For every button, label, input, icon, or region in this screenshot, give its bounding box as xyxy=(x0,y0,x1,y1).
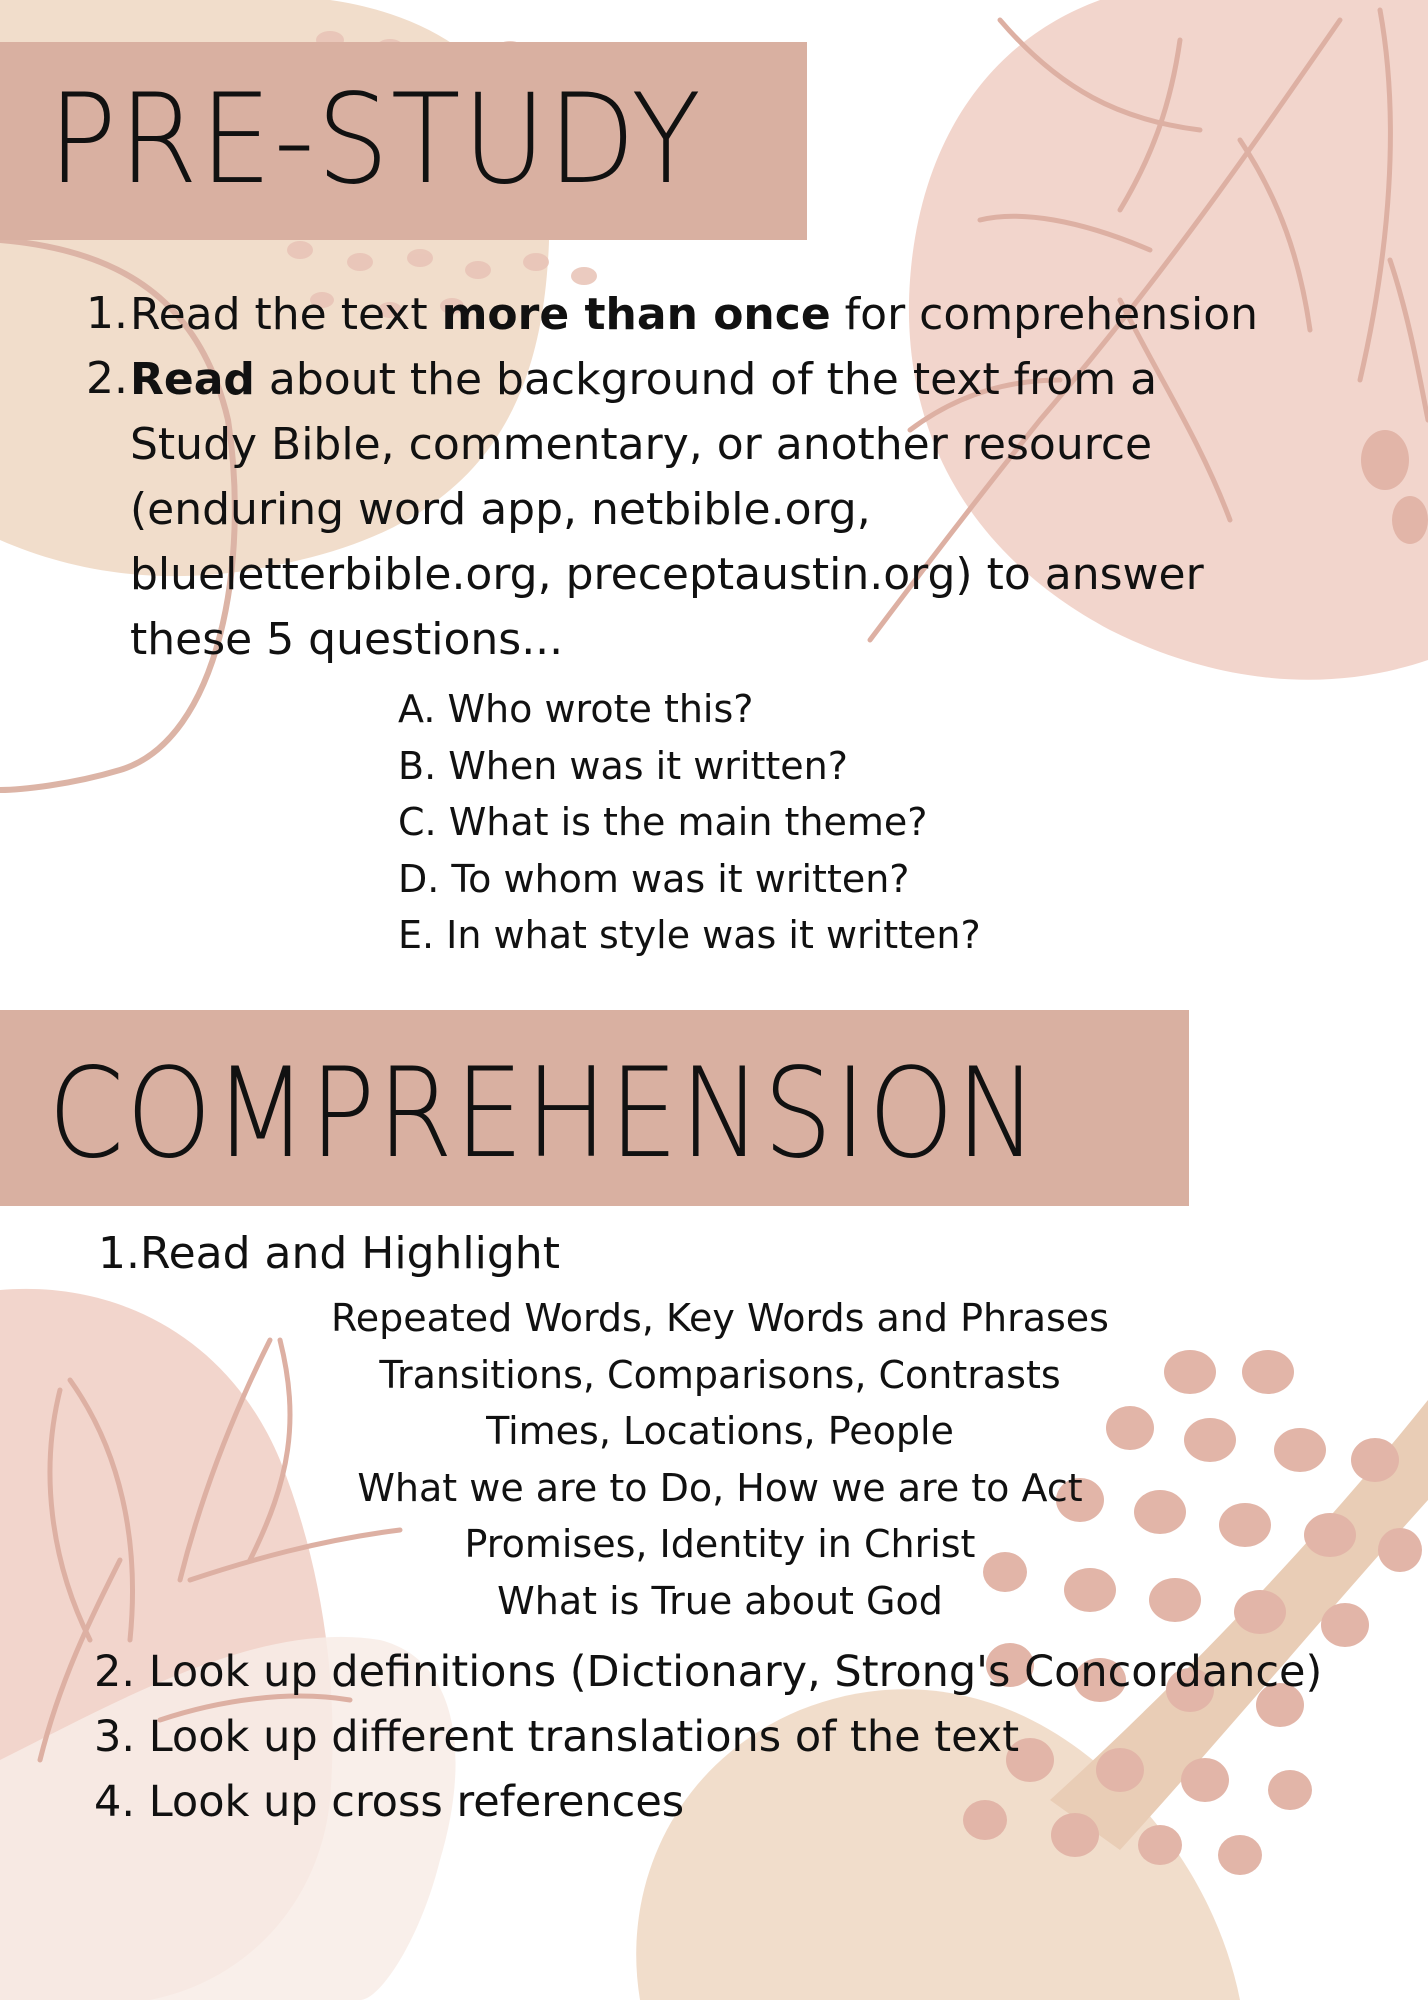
pre-study-item-1-number: 1. xyxy=(86,288,128,339)
item-1-text-before: Read the text xyxy=(130,289,442,340)
item-2-line-4: blueletterbible.org, preceptaustin.org) to answer xyxy=(130,549,1204,600)
pre-study-item-2-number: 2. xyxy=(86,353,128,404)
question-item: A. Who wrote this? xyxy=(398,687,754,731)
highlight-item: Repeated Words, Key Words and Phrases xyxy=(331,1296,1109,1340)
item-2-line-2: Study Bible, commentary, or another resource xyxy=(130,419,1153,470)
question-item: C. What is the main theme? xyxy=(398,800,928,844)
pre-study-title: PRE-STUDY xyxy=(48,68,703,212)
item-2-line-5: these 5 questions... xyxy=(130,614,564,665)
question-item: B. When was it written? xyxy=(398,743,848,788)
item-2-line-1: about the background of the text from a xyxy=(254,354,1158,405)
pre-study-item-2 xyxy=(130,347,1204,672)
highlight-item: Times, Locations, People xyxy=(486,1409,954,1453)
highlight-list xyxy=(240,1290,1200,1629)
comprehension-item-1-number: 1. xyxy=(98,1228,140,1279)
comprehension-item-3: 3. Look up different translations of the text xyxy=(94,1712,1020,1762)
comprehension-item-1 xyxy=(98,1222,560,1286)
comprehension-item-2: 2. Look up definitions (Dictionary, Strong's Concordance) xyxy=(94,1647,1323,1697)
comprehension-title: COMPREHENSION xyxy=(48,1042,1040,1186)
item-2-line-3: (enduring word app, netbible.org, xyxy=(130,484,871,535)
highlight-item: Promises, Identity in Christ xyxy=(464,1522,976,1566)
question-item: E. In what style was it written? xyxy=(398,913,981,957)
highlight-item: What we are to Do, How we are to Act xyxy=(357,1465,1083,1510)
item-2-bold-text: Read xyxy=(130,354,255,405)
comprehension-item-4: 4. Look up cross references xyxy=(94,1777,685,1827)
question-list xyxy=(398,681,981,964)
question-item: D. To whom was it written? xyxy=(398,856,910,901)
comprehension-item-1-label: Read and Highlight xyxy=(139,1228,560,1279)
highlight-item: What is True about God xyxy=(497,1578,943,1623)
item-1-bold-text: more than once xyxy=(441,289,831,340)
item-1-text-after: for comprehension xyxy=(830,289,1259,340)
pre-study-item-1 xyxy=(130,282,1258,347)
highlight-item: Transitions, Comparisons, Contrasts xyxy=(379,1352,1061,1397)
